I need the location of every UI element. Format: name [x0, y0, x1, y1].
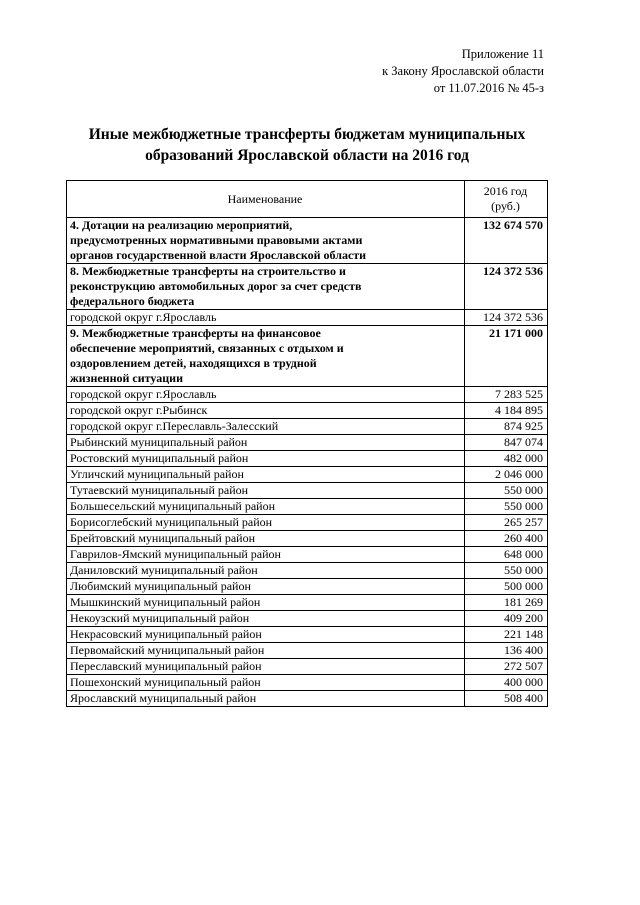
table-row	[67, 419, 548, 435]
amount-cell: 4 184 895	[465, 403, 548, 419]
header-year: 2016 год	[483, 184, 528, 198]
municipality-name-cell: Большесельский муниципальный район	[67, 499, 465, 515]
amount-cell: 508 400	[465, 691, 548, 707]
table-row	[67, 659, 548, 675]
transfers-table	[66, 180, 548, 707]
municipality-name-cell: Ярославский муниципальный район	[67, 691, 465, 707]
table-row	[67, 627, 548, 643]
municipality-name-cell: Мышкинский муниципальный район	[67, 595, 465, 611]
municipality-name-cell: Рыбинский муниципальный район	[67, 435, 465, 451]
appendix-line: Приложение 11	[461, 47, 544, 61]
amount-cell: 7 283 525	[465, 387, 548, 403]
municipality-name-cell: Угличский муниципальный район	[67, 467, 465, 483]
table-row	[67, 611, 548, 627]
amount-cell: 136 400	[465, 643, 548, 659]
municipality-name-cell: Пошехонский муниципальный район	[67, 675, 465, 691]
amount-cell: 124 372 536	[465, 310, 548, 326]
municipality-name-cell: Гаврилов-Ямский муниципальный район	[67, 547, 465, 563]
municipality-name-cell: Тутаевский муниципальный район	[67, 483, 465, 499]
section-name-line: 8. Межбюджетные трансферты на строительство и	[70, 264, 346, 278]
title-line: образований Ярославской области на 2016 год	[145, 147, 469, 164]
header-name-cell: Наименование	[67, 181, 465, 218]
appendix-header	[382, 46, 544, 97]
amount-cell: 400 000	[465, 675, 548, 691]
municipality-name-cell: Даниловский муниципальный район	[67, 563, 465, 579]
amount-cell: 181 269	[465, 595, 548, 611]
table-row	[67, 483, 548, 499]
amount-cell: 221 148	[465, 627, 548, 643]
section-name-line: органов государственной власти Ярославской области	[70, 248, 367, 262]
header-amount-cell	[465, 181, 548, 218]
section-name-cell	[67, 264, 465, 310]
document-title	[66, 124, 548, 166]
table-row	[67, 435, 548, 451]
table-header-row	[67, 181, 548, 218]
section-name-line: федерального бюджета	[70, 294, 195, 308]
municipality-name-cell: Переславский муниципальный район	[67, 659, 465, 675]
amount-cell: 874 925	[465, 419, 548, 435]
amount-cell: 500 000	[465, 579, 548, 595]
amount-cell: 550 000	[465, 563, 548, 579]
section-name-line: реконструкцию автомобильных дорог за счет средств	[70, 279, 362, 293]
table-row	[67, 467, 548, 483]
table-row	[67, 595, 548, 611]
table-row	[67, 451, 548, 467]
table-row	[67, 499, 548, 515]
section-amount-cell: 132 674 570	[465, 218, 548, 264]
table-row	[67, 579, 548, 595]
amount-cell: 260 400	[465, 531, 548, 547]
section-name-cell	[67, 218, 465, 264]
section-name-line: 4. Дотации на реализацию мероприятий,	[70, 218, 293, 232]
section-amount-cell: 124 372 536	[465, 264, 548, 310]
appendix-date-line: от 11.07.2016 № 45-з	[433, 81, 544, 95]
header-unit: (руб.)	[491, 199, 520, 213]
title-line: Иные межбюджетные трансферты бюджетам муниципальных	[88, 126, 526, 143]
municipality-name-cell: Некоузский муниципальный район	[67, 611, 465, 627]
table-row	[67, 387, 548, 403]
municipality-name-cell: городской округ г.Переславль-Залесский	[67, 419, 465, 435]
amount-cell: 550 000	[465, 499, 548, 515]
municipality-name-cell: Первомайский муниципальный район	[67, 643, 465, 659]
amount-cell: 409 200	[465, 611, 548, 627]
section-row	[67, 326, 548, 387]
municipality-name-cell: Брейтовский муниципальный район	[67, 531, 465, 547]
amount-cell: 550 000	[465, 483, 548, 499]
section-name-line: жизненной ситуации	[70, 371, 183, 385]
municipality-name-cell: Борисоглебский муниципальный район	[67, 515, 465, 531]
table-row	[67, 563, 548, 579]
amount-cell: 847 074	[465, 435, 548, 451]
section-row	[67, 218, 548, 264]
municipality-name-cell: городской округ г.Ярославль	[67, 387, 465, 403]
municipality-name-cell: Некрасовский муниципальный район	[67, 627, 465, 643]
amount-cell: 482 000	[465, 451, 548, 467]
table-row	[67, 310, 548, 326]
amount-cell: 265 257	[465, 515, 548, 531]
section-name-line: предусмотренных нормативными правовыми актами	[70, 233, 363, 247]
table-row	[67, 691, 548, 707]
municipality-name-cell: городской округ г.Рыбинск	[67, 403, 465, 419]
section-row	[67, 264, 548, 310]
section-name-line: 9. Межбюджетные трансферты на финансовое	[70, 326, 321, 340]
section-amount-cell: 21 171 000	[465, 326, 548, 387]
table-row	[67, 515, 548, 531]
table-row	[67, 547, 548, 563]
municipality-name-cell: городской округ г.Ярославль	[67, 310, 465, 326]
amount-cell: 2 046 000	[465, 467, 548, 483]
table-row	[67, 403, 548, 419]
municipality-name-cell: Любимский муниципальный район	[67, 579, 465, 595]
section-name-line: оздоровлением детей, находящихся в трудной	[70, 356, 317, 370]
section-name-cell	[67, 326, 465, 387]
appendix-law-line: к Закону Ярославской области	[382, 64, 544, 78]
amount-cell: 648 000	[465, 547, 548, 563]
amount-cell: 272 507	[465, 659, 548, 675]
municipality-name-cell: Ростовский муниципальный район	[67, 451, 465, 467]
table-row	[67, 531, 548, 547]
table-row	[67, 675, 548, 691]
section-name-line: обеспечение мероприятий, связанных с отдыхом и	[70, 341, 344, 355]
table-row	[67, 643, 548, 659]
